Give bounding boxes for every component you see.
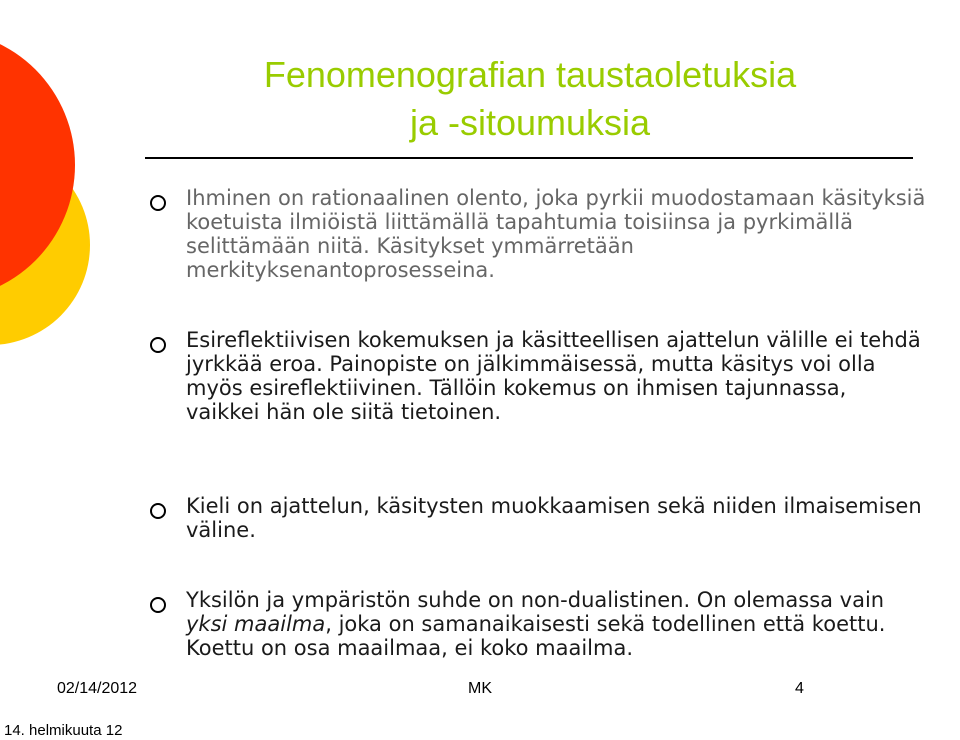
bullet-text-italic: yksi maailma bbox=[186, 612, 326, 636]
bullet-text bbox=[186, 328, 926, 424]
footer-author: MK bbox=[468, 680, 492, 697]
bullet-text-part: Kieli on ajattelun, käsitysten muokkaamisen sekä niiden ilmaisemisen väline. bbox=[186, 494, 922, 542]
bottom-date-label: 14. helmikuuta 12 bbox=[4, 722, 123, 739]
bullet-text-part: , joka on samanaikaisesti sekä todellinen että koettu. Koettu on osa maailmaa, ei koko maailma. bbox=[186, 612, 886, 660]
bullet-text-part: Ihminen on rationaalinen olento, joka pyrkii muodostamaan käsityksiä koetuista ilmiöistä liittämällä tapahtumia toisiinsa ja pyrkimällä selittämään niitä. Käsitykset ymmärretään merkityksenantoprosesseina. bbox=[186, 186, 926, 282]
circle-bullet-icon bbox=[150, 597, 166, 613]
bullet-text bbox=[186, 588, 926, 660]
circle-bullet-icon bbox=[150, 503, 166, 519]
bullet-text bbox=[186, 494, 926, 542]
bullet-text-part: Esireflektiivisen kokemuksen ja käsitteellisen ajattelun välille ei tehdä jyrkkää eroa. Painopiste on jälkimmäisessä, mutta käsitys voi olla myös esireflektiivinen. Tällöin kokemus on ihmisen tajunnassa, vaikkei hän ole siitä tietoinen. bbox=[186, 328, 921, 424]
slide-title-line-2: ja -sitoumuksia bbox=[409, 102, 651, 143]
bullet-text bbox=[186, 186, 926, 282]
footer-page-number: 4 bbox=[795, 680, 804, 697]
circle-bullet-icon bbox=[150, 337, 166, 353]
title-divider bbox=[145, 157, 913, 159]
slide-title-line-1: Fenomenografian taustaoletuksia bbox=[263, 54, 797, 95]
bullet-text-part: Yksilön ja ympäristön suhde on non-dualistinen. On olemassa vain bbox=[186, 588, 885, 612]
circle-bullet-icon bbox=[150, 195, 166, 211]
decorative-circles bbox=[0, 0, 160, 420]
footer-date: 02/14/2012 bbox=[57, 680, 138, 697]
